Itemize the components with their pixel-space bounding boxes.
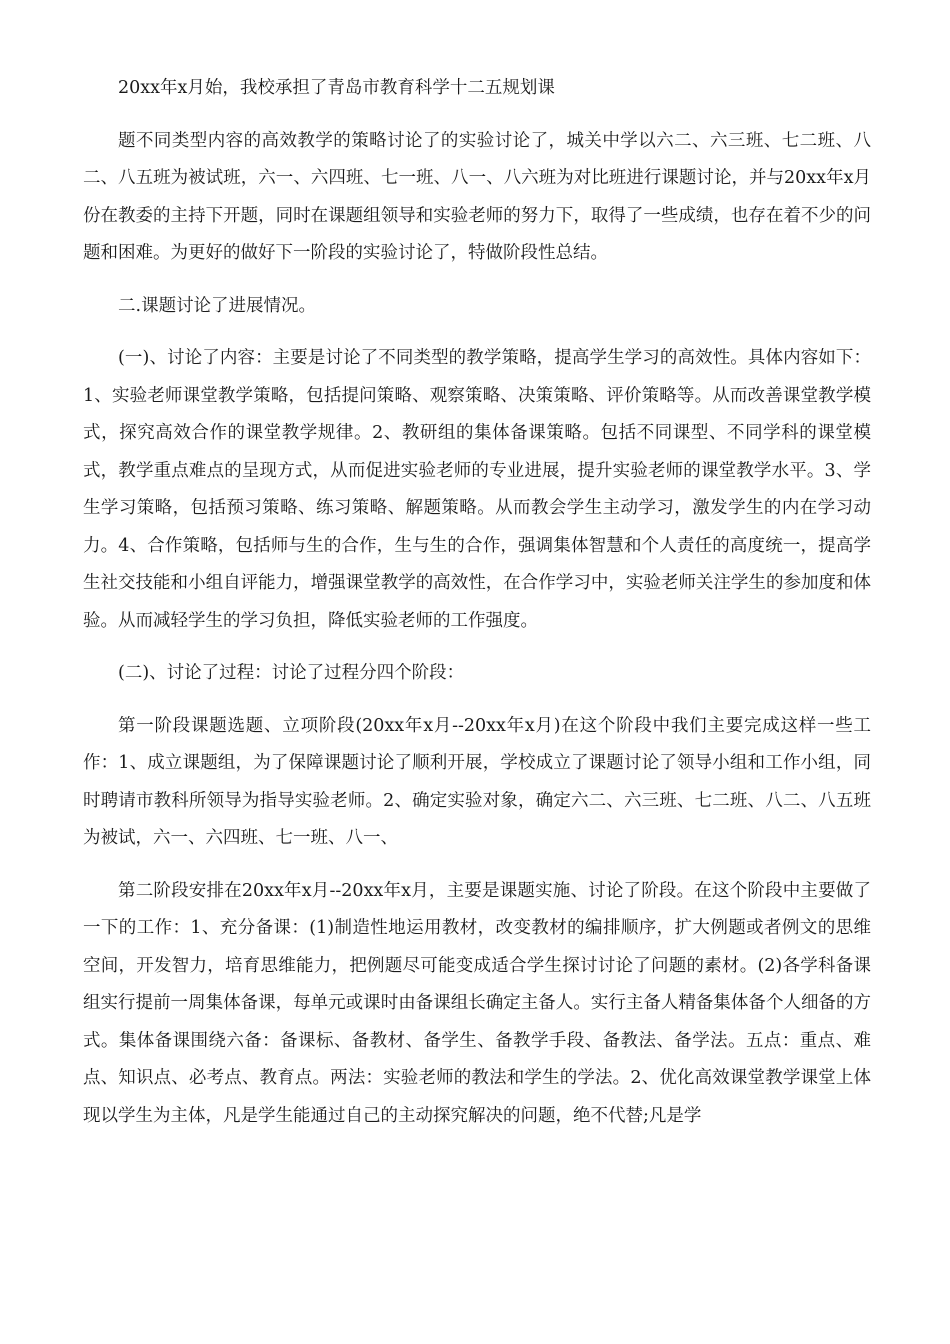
paragraph-stage-two: 第二阶段安排在20xx年x月--20xx年x月，主要是课题实施、讨论了阶段。在这个阶段中主要做了一下的工作：1、充分备课：(1)制造性地运用教材，改变教材的编排顺序，扩大例题或者例文的思维空间，开发智力，培育思维能力，把例题尽可能变成适合学生探讨讨论了问题的素材。(2)各学科备课组实行提前一周集体备课，每单元或课时由备课组长确定主备人。实行主备人精备集体备个人细备的方式。集体备课围绕六备：备课标、备教材、备学生、备教学手段、备教法、备学法。五点：重点、难点、知识点、必考点、教育点。两法：实验老师的教法和学生的学法。2、优化高效课堂教学课堂上体现以学生为主体，凡是学生能通过自己的主动探究解决的问题，绝不代替;凡是学 bbox=[83, 880, 871, 1126]
paragraph-background: 题不同类型内容的高效教学的策略讨论了的实验讨论了，城关中学以六二、六三班、七二班、八二、八五班为被试班，六一、六四班、七一班、八一、八六班为对比班进行课题讨论，并与20xx年x月份在教委的主持下开题，同时在课题组领导和实验老师的努力下，取得了一些成绩，也存在着不少的问题和困难。为更好的做好下一阶段的实验讨论了，特做阶段性总结。 bbox=[83, 130, 871, 263]
paragraph-intro: 20xx年x月始，我校承担了青岛市教育科学十二五规划课 bbox=[118, 78, 555, 98]
section-heading-progress: 二.课题讨论了进展情况。 bbox=[118, 295, 317, 316]
document-body bbox=[83, 70, 871, 1150]
paragraph-research-process: (二)、讨论了过程：讨论了过程分四个阶段： bbox=[118, 663, 465, 683]
paragraph-research-content: (一)、讨论了内容：主要是讨论了不同类型的教学策略，提高学生学习的高效性。具体内容如下：1、实验老师课堂教学策略，包括提问策略、观察策略、决策策略、评价策略等。从而改善课堂教学模式，探究高效合作的课堂教学规律。2、教研组的集体备课策略。包括不同课型、不同学科的课堂模式，教学重点难点的呈现方式，从而促进实验老师的专业进展，提升实验老师的课堂教学水平。3、学生学习策略，包括预习策略、练习策略、解题策略。从而教会学生主动学习，激发学生的内在学习动力。4、合作策略，包括师与生的合作，生与生的合作，强调集体智慧和个人责任的高度统一，提高学生社交技能和小组自评能力，增强课堂教学的高效性，在合作学习中，实验老师关注学生的参加度和体验。从而减轻学生的学习负担，降低实验老师的工作强度。 bbox=[83, 348, 871, 631]
paragraph-stage-one: 第一阶段课题选题、立项阶段(20xx年x月--20xx年x月)在这个阶段中我们主要完成这样一些工作：1、成立课题组，为了保障课题讨论了顺利开展，学校成立了课题讨论了领导小组和工作小组，同时聘请市教科所领导为指导实验老师。2、确定实验对象，确定六二、六三班、七二班、八二、八五班为被试，六一、六四班、七一班、八一、 bbox=[83, 715, 871, 848]
